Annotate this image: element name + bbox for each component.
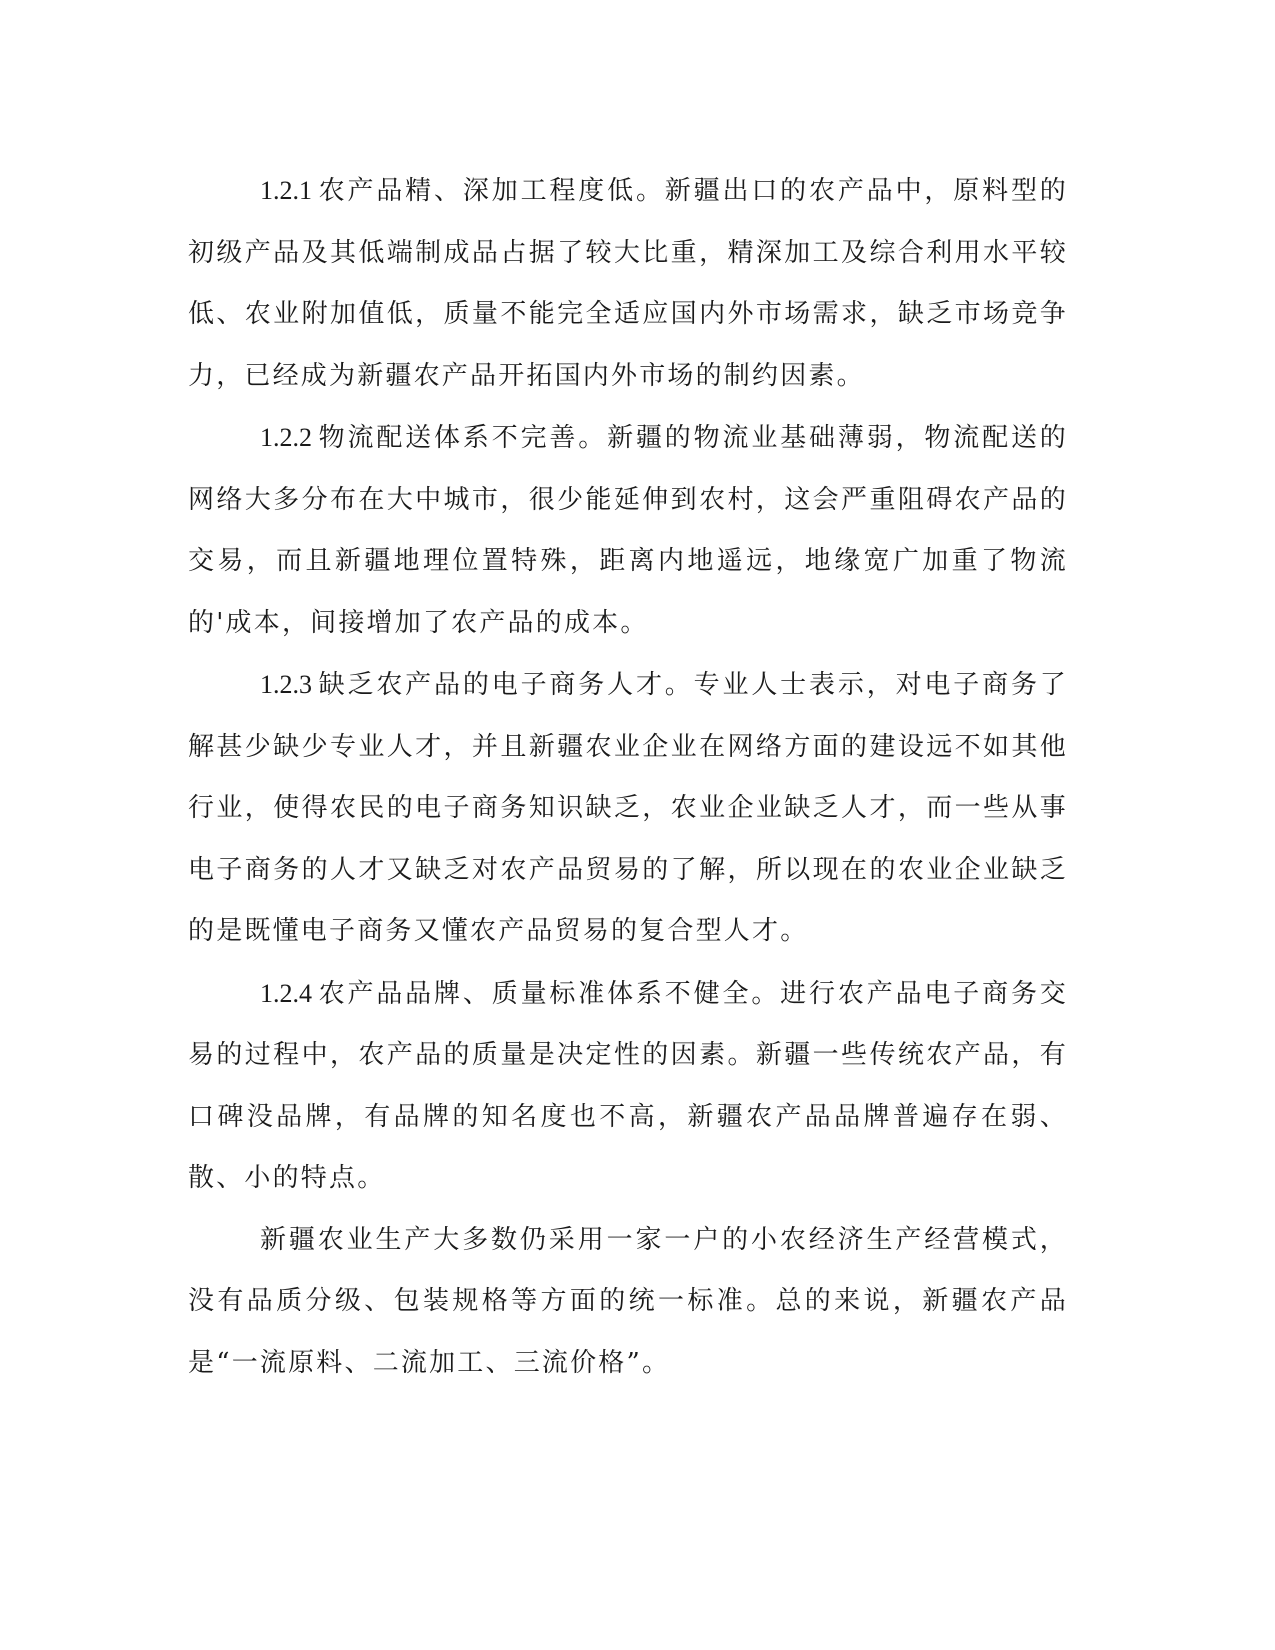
- section-number: 1.2.4: [260, 978, 312, 1008]
- section-number: 1.2.1: [260, 176, 312, 205]
- paragraph-1-2-2: [188, 407, 1068, 654]
- section-number: 1.2.2: [260, 423, 312, 452]
- paragraph-1-2-3: [188, 654, 1068, 963]
- paragraph-1-2-4: [188, 963, 1068, 1210]
- paragraph-text: 农产品品牌、质量标准体系不健全。进行农产品电子商务交易的过程中，农产品的质量是决定性的因素。新疆一些传统农产品，有口碑没品牌，有品牌的知名度也不高，新疆农产品品牌普遍存在弱、散、小的特点。: [188, 978, 1068, 1193]
- paragraph-1-2-1: [188, 160, 1068, 407]
- paragraph-text: 缺乏农产品的电子商务人才。专业人士表示，对电子商务了解甚少缺少专业人才，并且新疆农业企业在网络方面的建设远不如其他行业，使得农民的电子商务知识缺乏，农业企业缺乏人才，而一些从事电子商务的人才又缺乏对农产品贸易的了解，所以现在的农业企业缺乏的是既懂电子商务又懂农产品贸易的复合型人才。: [188, 670, 1068, 946]
- document-body: [188, 160, 1068, 1394]
- paragraph-text: 新疆农业生产大多数仍采用一家一户的小农经济生产经营模式，没有品质分级、包装规格等方面的统一标准。总的来说，新疆农产品是“一流原料、二流加工、三流价格”。: [188, 1224, 1068, 1378]
- paragraph-text: 农产品精、深加工程度低。新疆出口的农产品中，原料型的初级产品及其低端制成品占据了较大比重，精深加工及综合利用水平较低、农业附加值低，质量不能完全适应国内外市场需求，缺乏市场竞争力，已经成为新疆农产品开拓国内外市场的制约因素。: [188, 176, 1068, 391]
- paragraph-summary: [188, 1210, 1068, 1395]
- section-number: 1.2.3: [260, 670, 312, 699]
- paragraph-text: 物流配送体系不完善。新疆的物流业基础薄弱，物流配送的网络大多分布在大中城市，很少能延伸到农村，这会严重阻碍农产品的交易，而且新疆地理位置特殊，距离内地遥远，地缘宽广加重了物流的'成本，间接增加了农产品的成本。: [188, 423, 1068, 638]
